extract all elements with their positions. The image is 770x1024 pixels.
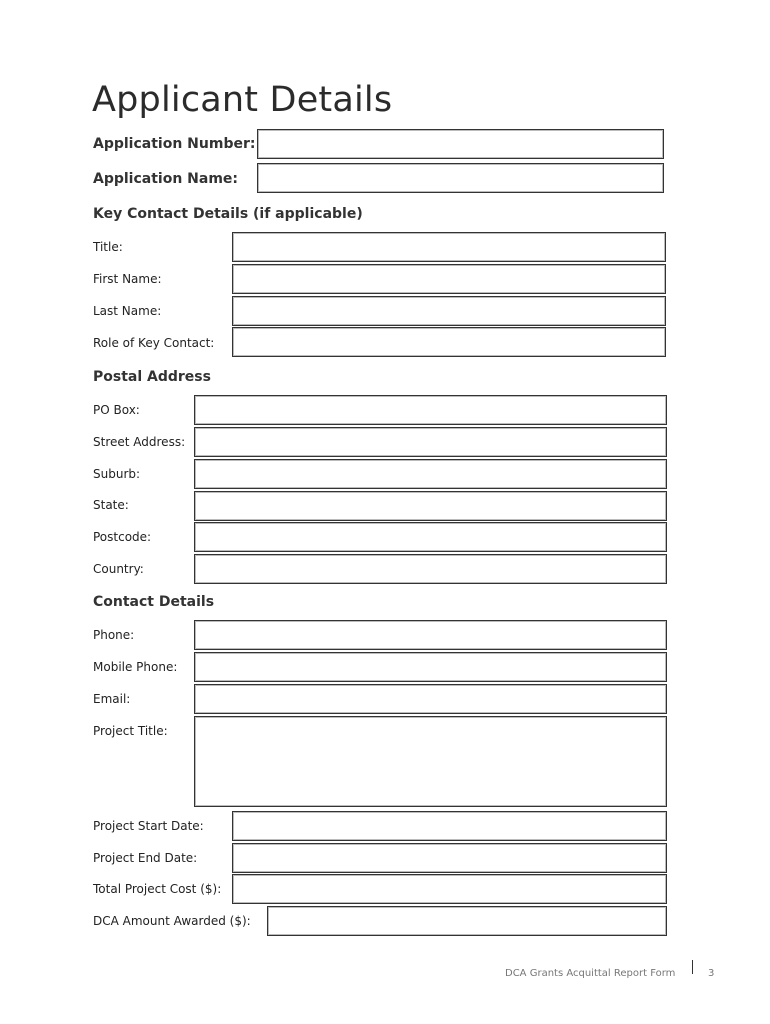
total-project-cost-field[interactable] xyxy=(232,874,667,904)
last-name-label: Last Name: xyxy=(93,304,162,318)
country-label: Country: xyxy=(93,562,144,576)
po-box-label: PO Box: xyxy=(93,403,140,417)
suburb-field[interactable] xyxy=(194,459,667,489)
state-field[interactable] xyxy=(194,491,667,521)
street-address-field[interactable] xyxy=(194,427,667,457)
postcode-field[interactable] xyxy=(194,522,667,552)
dca-amount-awarded-label: DCA Amount Awarded ($): xyxy=(93,914,251,928)
project-end-date-label: Project End Date: xyxy=(93,851,198,865)
po-box-field[interactable] xyxy=(194,395,667,425)
email-label: Email: xyxy=(93,692,131,706)
application-number-field[interactable] xyxy=(257,129,664,159)
email-field[interactable] xyxy=(194,684,667,714)
title-label: Title: xyxy=(93,240,123,254)
footer-form-name: DCA Grants Acquittal Report Form xyxy=(505,968,676,979)
postal-heading: Postal Address xyxy=(93,369,211,385)
role-field[interactable] xyxy=(232,327,666,357)
application-number-label: Application Number: xyxy=(93,136,256,152)
project-start-date-label: Project Start Date: xyxy=(93,819,204,833)
role-label: Role of Key Contact: xyxy=(93,336,215,350)
application-name-label: Application Name: xyxy=(93,171,239,187)
last-name-field[interactable] xyxy=(232,296,666,326)
project-start-date-field[interactable] xyxy=(232,811,667,841)
suburb-label: Suburb: xyxy=(93,467,141,481)
application-name-field[interactable] xyxy=(257,163,664,193)
first-name-label: First Name: xyxy=(93,272,162,286)
key-contact-heading: Key Contact Details (if applicable) xyxy=(93,206,363,222)
country-field[interactable] xyxy=(194,554,667,584)
mobile-phone-label: Mobile Phone: xyxy=(93,660,178,674)
total-project-cost-label: Total Project Cost ($): xyxy=(93,882,222,896)
title-field[interactable] xyxy=(232,232,666,262)
project-title-field[interactable] xyxy=(194,716,667,807)
footer-divider xyxy=(692,960,693,974)
state-label: State: xyxy=(93,498,129,512)
contact-heading: Contact Details xyxy=(93,594,215,610)
street-address-label: Street Address: xyxy=(93,435,186,449)
first-name-field[interactable] xyxy=(232,264,666,294)
project-title-label: Project Title: xyxy=(93,724,168,738)
postcode-label: Postcode: xyxy=(93,530,152,544)
phone-field[interactable] xyxy=(194,620,667,650)
dca-amount-awarded-field[interactable] xyxy=(267,906,667,936)
mobile-phone-field[interactable] xyxy=(194,652,667,682)
page-number: 3 xyxy=(708,968,715,979)
page-title: Applicant Details xyxy=(92,80,393,120)
phone-label: Phone: xyxy=(93,628,135,642)
project-end-date-field[interactable] xyxy=(232,843,667,873)
